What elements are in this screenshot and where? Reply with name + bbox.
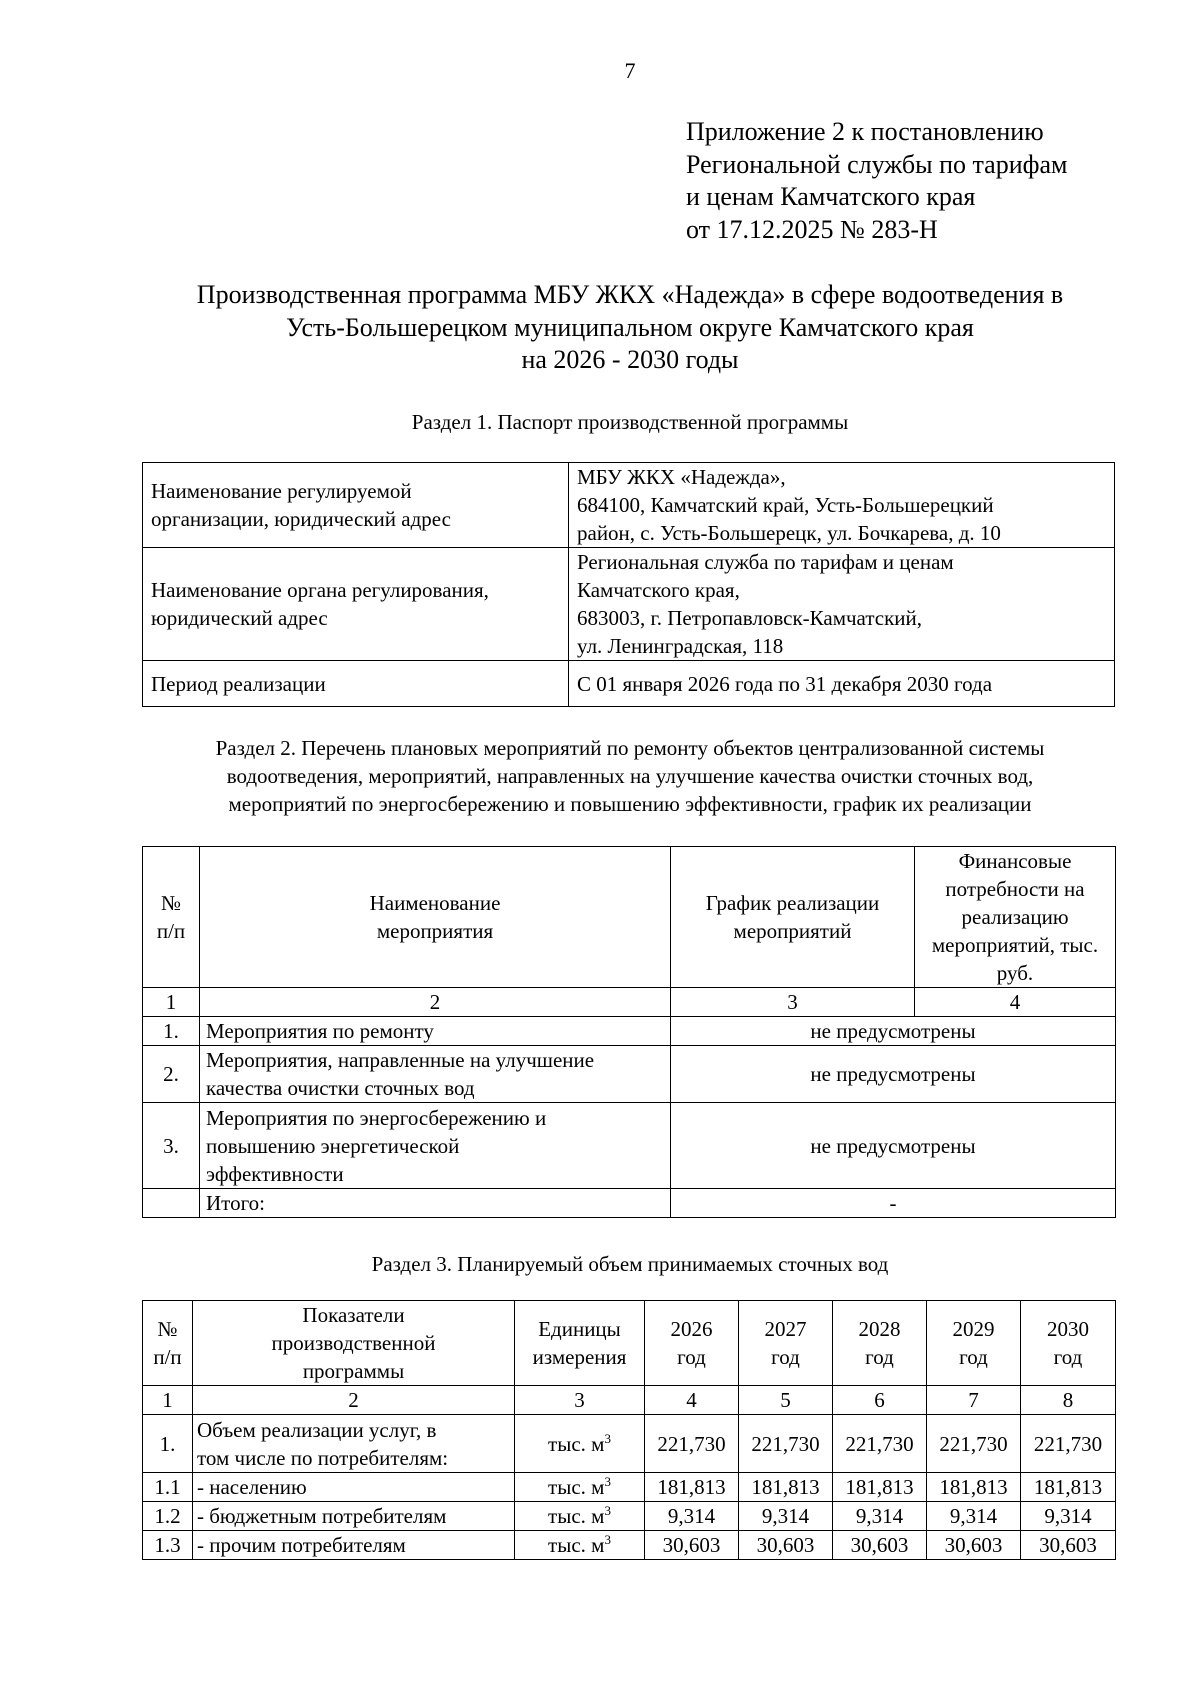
column-number-row <box>143 1386 1116 1415</box>
text-line: руб. <box>996 961 1034 985</box>
section1-title: Раздел 1. Паспорт производственной программы <box>411 410 849 434</box>
column-number: 6 <box>833 1386 927 1415</box>
section3-title: Раздел 3. Планируемый объем принимаемых сточных вод <box>371 1252 889 1276</box>
value-cell: 30,603 <box>927 1531 1021 1560</box>
text-line: Мероприятия по энергосбережению и <box>206 1105 547 1130</box>
column-number: 4 <box>915 988 1116 1017</box>
text-line: мероприятий <box>733 919 852 943</box>
indicator-name <box>193 1415 515 1473</box>
appendix-line: Региональной службы по тарифам <box>686 149 1068 179</box>
passport-value <box>569 661 1115 707</box>
text-line: программы <box>302 1359 405 1383</box>
appendix-line: Приложение 2 к постановлению <box>686 117 1044 146</box>
text-line: - прочим потребителям <box>197 1533 406 1557</box>
passport-label <box>143 548 569 661</box>
indicator-name <box>193 1473 515 1502</box>
total-value: - <box>671 1189 1116 1218</box>
text-line: мероприятий по энергосбережению и повышению эффективности, график их реализации <box>228 792 1032 816</box>
column-number: 1 <box>143 988 200 1017</box>
value-cell: 181,813 <box>645 1473 739 1502</box>
unit-text: тыс. м <box>548 1504 605 1528</box>
table-row <box>143 1502 1116 1531</box>
unit-cell <box>515 1473 645 1502</box>
text-line: год <box>771 1345 800 1369</box>
text-line: производственной <box>271 1331 436 1355</box>
text-line: График реализации <box>705 891 880 915</box>
passport-table <box>142 462 1115 707</box>
header-indicator <box>193 1301 515 1386</box>
table-row <box>143 1531 1116 1560</box>
text-line: 2027 <box>764 1317 807 1341</box>
unit-superscript: 3 <box>604 1430 611 1446</box>
column-number: 2 <box>193 1386 515 1415</box>
row-number: 3. <box>143 1103 200 1189</box>
text-line: мероприятий, тыс. <box>931 933 1099 957</box>
measure-value: не предусмотрены <box>671 1103 1116 1189</box>
header-year <box>1021 1301 1116 1386</box>
value-cell: 181,813 <box>833 1473 927 1502</box>
value-cell: 9,314 <box>739 1502 833 1531</box>
text-line: № <box>157 1317 178 1341</box>
table-row <box>143 548 1115 661</box>
measure-name <box>200 1046 671 1103</box>
measure-value: не предусмотрены <box>671 1046 1116 1103</box>
text-line: 2029 <box>952 1317 995 1341</box>
table-row <box>143 1017 1116 1046</box>
text-line: год <box>959 1345 988 1369</box>
appendix-line: от 17.12.2025 № 283-Н <box>686 214 938 244</box>
unit-superscript: 3 <box>604 1532 611 1547</box>
row-number: 1. <box>143 1017 200 1046</box>
text-line: Показатели <box>302 1303 405 1327</box>
unit-cell <box>515 1502 645 1531</box>
text-line: № <box>160 891 182 915</box>
passport-value <box>569 548 1115 661</box>
column-number: 3 <box>515 1386 645 1415</box>
measure-value: не предусмотрены <box>671 1017 1116 1046</box>
text-line: Период реализации <box>151 671 326 696</box>
text-line: Мероприятия по ремонту <box>206 1019 434 1043</box>
title-line: на 2026 - 2030 годы <box>521 345 739 374</box>
row-number: 2. <box>143 1046 200 1103</box>
text-line: юридический адрес <box>151 606 328 630</box>
header-finance <box>915 847 1116 988</box>
text-line: качества очистки сточных вод <box>206 1076 475 1100</box>
row-number: 1.1 <box>143 1473 193 1502</box>
table-row <box>143 1103 1116 1189</box>
column-number: 3 <box>671 988 915 1017</box>
text-line: 684100, Камчатский край, Усть-Большерецкий <box>577 493 994 517</box>
value-cell: 181,813 <box>739 1473 833 1502</box>
header-year <box>645 1301 739 1386</box>
column-number: 1 <box>143 1386 193 1415</box>
text-line: год <box>1053 1345 1083 1369</box>
measure-name <box>200 1017 671 1046</box>
text-line: 2026 <box>670 1317 713 1341</box>
unit-text: тыс. м <box>548 1533 605 1557</box>
value-cell: 9,314 <box>927 1502 1021 1531</box>
table-row <box>143 463 1115 548</box>
text-line: 2030 <box>1047 1317 1089 1341</box>
table-row <box>143 1046 1116 1103</box>
text-line: 683003, г. Петропавловск-Камчатский, <box>577 606 923 630</box>
value-cell: 30,603 <box>833 1531 927 1560</box>
column-number: 7 <box>927 1386 1021 1415</box>
value-cell: 221,730 <box>927 1415 1021 1473</box>
text-line: район, с. Усть-Большерецк, ул. Бочкарева, д. 10 <box>577 521 1001 545</box>
column-number: 2 <box>200 988 671 1017</box>
indicator-name <box>193 1502 515 1531</box>
text-line: том числе по потребителям: <box>197 1445 449 1470</box>
appendix-header <box>686 116 1067 246</box>
title-line: Усть-Большерецком муниципальном округе Камчатского края <box>286 312 974 342</box>
text-line: водоотведения, мероприятий, направленных на улучшение качества очистки сточных вод, <box>226 764 1034 788</box>
text-line: Наименование <box>369 891 501 915</box>
table-header-row <box>143 847 1116 988</box>
title-line: Производственная программа МБУ ЖКХ «Надежда» в сфере водоотведения в <box>196 280 1064 309</box>
row-number: 1.3 <box>143 1531 193 1560</box>
text-line: п/п <box>156 919 186 943</box>
unit-superscript: 3 <box>604 1474 611 1489</box>
text-line: потребности на <box>945 877 1085 901</box>
text-line: МБУ ЖКХ «Надежда», <box>577 465 786 489</box>
unit-text: тыс. м <box>548 1431 605 1456</box>
text-line: Наименование регулируемой <box>151 479 412 503</box>
text-line: Мероприятия, направленные на улучшение <box>206 1048 595 1072</box>
column-number: 5 <box>739 1386 833 1415</box>
column-number: 4 <box>645 1386 739 1415</box>
unit-text: тыс. м <box>548 1475 605 1499</box>
row-number: 1.2 <box>143 1502 193 1531</box>
unit-cell <box>515 1415 645 1473</box>
page-number: 7 <box>624 58 636 83</box>
total-row <box>143 1189 1116 1218</box>
text-line: Раздел 2. Перечень плановых мероприятий по ремонту объектов централизованной системы <box>215 736 1045 760</box>
value-cell: 9,314 <box>833 1502 927 1531</box>
text-line: Единицы <box>538 1317 621 1341</box>
value-cell: 221,730 <box>1021 1415 1116 1473</box>
section2-title <box>100 734 1160 818</box>
table-row <box>143 1415 1116 1473</box>
text-line: Финансовые <box>958 849 1072 873</box>
table-row <box>143 661 1115 707</box>
text-line: Камчатского края, <box>577 578 740 602</box>
text-line: эффективности <box>206 1161 344 1186</box>
text-line: год <box>677 1345 706 1369</box>
volume-table <box>142 1300 1116 1560</box>
indicator-name <box>193 1531 515 1560</box>
measures-table <box>142 846 1116 1218</box>
header-year <box>927 1301 1021 1386</box>
value-cell: 30,603 <box>739 1531 833 1560</box>
column-number: 8 <box>1021 1386 1116 1415</box>
text-line: п/п <box>153 1345 182 1369</box>
text-line: измерения <box>532 1345 627 1369</box>
header-unit <box>515 1301 645 1386</box>
text-line: ул. Ленинградская, 118 <box>577 634 784 658</box>
appendix-line: и ценам Камчатского края <box>686 182 976 211</box>
header-name <box>200 847 671 988</box>
value-cell: 181,813 <box>1021 1473 1116 1502</box>
text-line: реализацию <box>961 905 1069 929</box>
value-cell: 9,314 <box>1021 1502 1116 1531</box>
unit-superscript: 3 <box>604 1503 611 1518</box>
text-line: год <box>865 1345 894 1369</box>
header-schedule <box>671 847 915 988</box>
value-cell: 30,603 <box>645 1531 739 1560</box>
column-number-row <box>143 988 1116 1017</box>
table-row <box>143 1473 1116 1502</box>
passport-label <box>143 661 569 707</box>
value-cell: 9,314 <box>645 1502 739 1531</box>
table-header-row <box>143 1301 1116 1386</box>
value-cell: 181,813 <box>927 1473 1021 1502</box>
text-line: - бюджетным потребителям <box>197 1504 447 1528</box>
text-line: 2028 <box>858 1317 901 1341</box>
value-cell: 30,603 <box>1021 1531 1116 1560</box>
text-line: Объем реализации услуг, в <box>197 1417 437 1442</box>
header-year <box>739 1301 833 1386</box>
text-line: повышению энергетической <box>206 1133 460 1158</box>
empty-cell <box>143 1189 200 1218</box>
text-line: С 01 января 2026 года по 31 декабря 2030 года <box>577 671 993 696</box>
value-cell: 221,730 <box>833 1415 927 1473</box>
text-line: Наименование органа регулирования, <box>151 578 489 602</box>
text-line: Региональная служба по тарифам и ценам <box>577 550 954 574</box>
passport-label <box>143 463 569 548</box>
unit-cell <box>515 1531 645 1560</box>
text-line: мероприятия <box>376 919 494 943</box>
header-year <box>833 1301 927 1386</box>
value-cell: 221,730 <box>739 1415 833 1473</box>
document-title <box>100 279 1160 377</box>
text-line: - населению <box>197 1475 307 1499</box>
passport-value <box>569 463 1115 548</box>
text-line: организации, юридический адрес <box>151 507 451 531</box>
row-number: 1. <box>143 1415 193 1473</box>
header-num <box>143 847 200 988</box>
header-num <box>143 1301 193 1386</box>
total-label: Итого: <box>200 1189 671 1218</box>
measure-name <box>200 1103 671 1189</box>
value-cell: 221,730 <box>645 1415 739 1473</box>
